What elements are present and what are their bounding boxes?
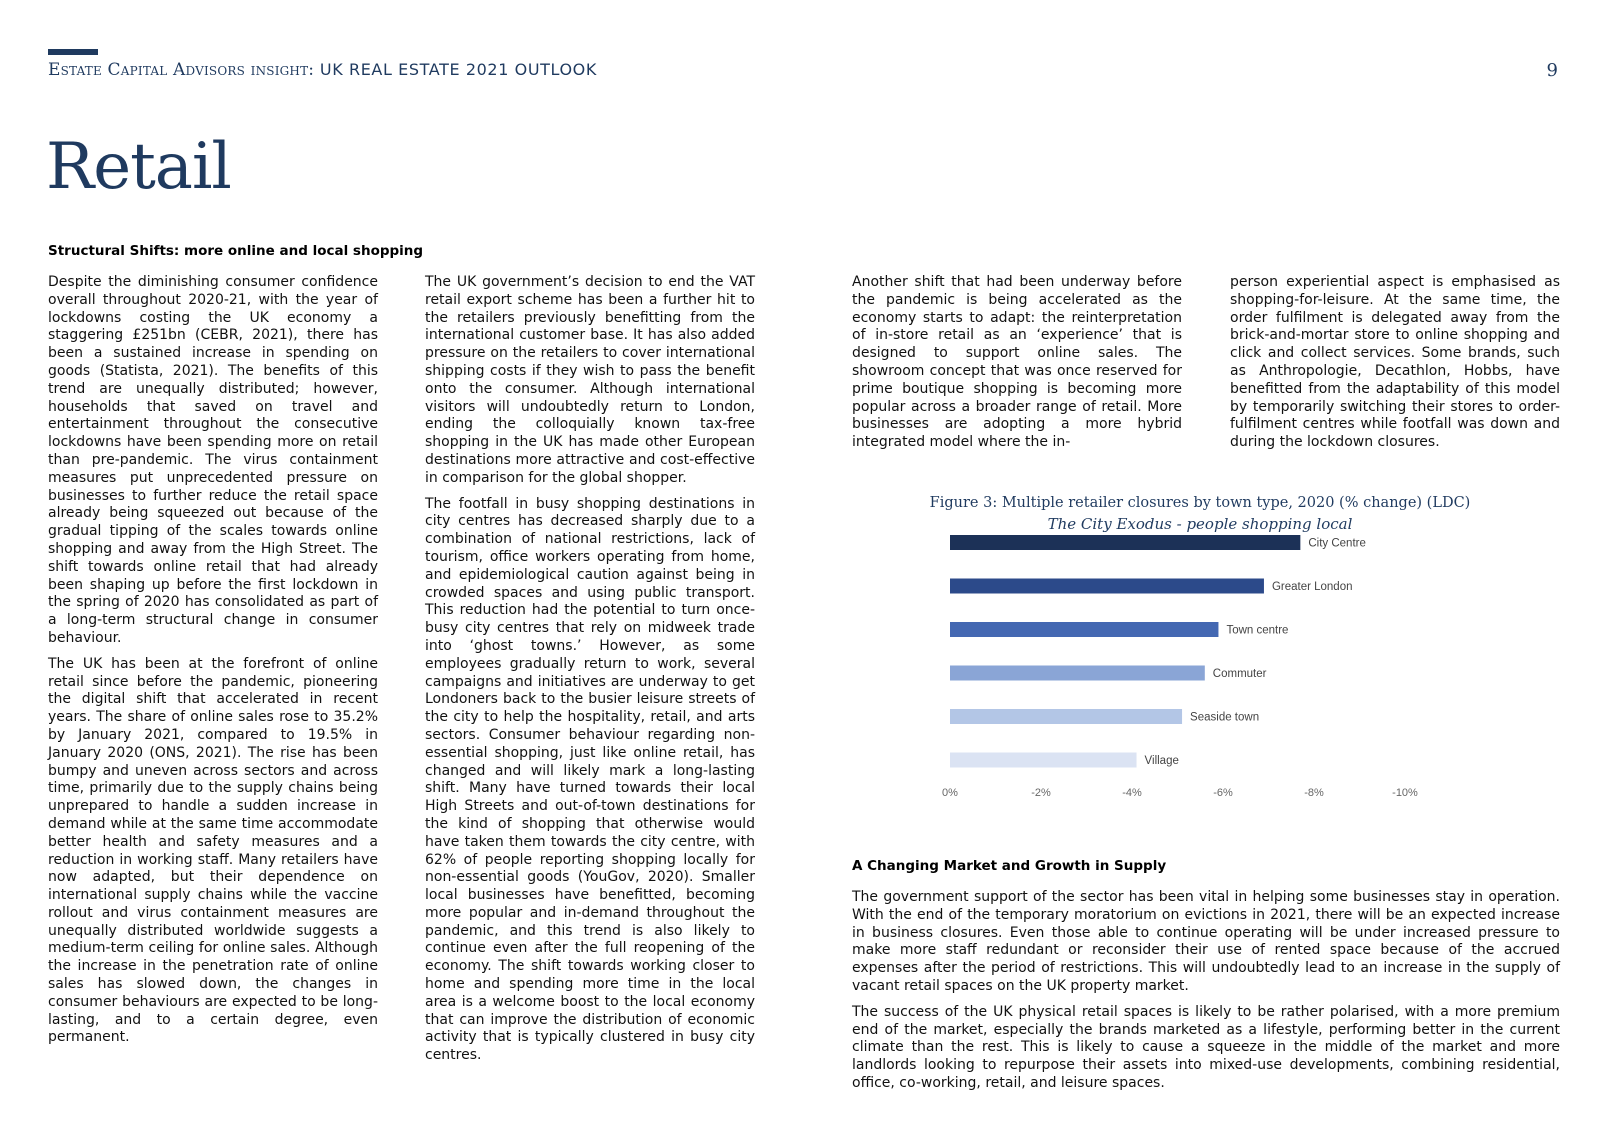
bar-label: Seaside town xyxy=(1190,711,1260,724)
header-brand: Estate Capital Advisors insight xyxy=(48,60,309,80)
text-column-1 xyxy=(48,274,378,1055)
paragraph: The UK government’s decision to end the VAT retail export scheme has been a further hit to the retailers previously benefitting from the international customer base. It has also added pressure on the retailers to cover international shipping costs if they wish to pass the benefit onto the consumer. Although international visitors will undoubtedly return to London, ending the colloquially known tax-free shopping in the UK has made other European destinations more attractive and cost-effective in comparison for the global shopper. xyxy=(425,274,755,486)
bar-label: Village xyxy=(1144,755,1179,767)
page-title: Retail xyxy=(46,130,231,204)
bar-label: Greater London xyxy=(1271,581,1353,593)
header-subtitle: UK REAL ESTATE 2021 OUTLOOK xyxy=(314,60,597,79)
paragraph: Despite the diminishing consumer confidence overall throughout 2020-21, with the year of lockdowns costing the UK economy a staggering £251bn (CEBR, 2021), there has been a sustained increase in spending on goods (Statista, 2021). The benefits of this trend are unequally distributed; however, households that saved on travel and entertainment throughout the consecutive lockdowns have been spending more on retail than pre-pandemic. The virus containment measures put unprecedented pressure on businesses to further reduce the retail space already being squeezed out because of the gradual tipping of the scales towards online shopping and away from the High Street. The shift towards online retail that had already been shaping up before the first lockdown in the spring of 2020 has consolidated as part of a long-term structural change in consumer behaviour. xyxy=(48,274,378,646)
header-colon: : xyxy=(308,60,315,80)
bar-label: Town centre xyxy=(1226,624,1289,637)
retail-closures-chart xyxy=(900,490,1540,820)
bar-label: Commuter xyxy=(1212,668,1267,680)
running-header xyxy=(48,60,597,80)
paragraph: The UK has been at the forefront of online retail since before the pandemic, pioneering the digital shift that accelerated in recent years. The share of online sales rose to 35.2% by January 2021, compared to 19.5% in January 2020 (ONS, 2021). The rise has been bumpy and uneven across sectors and across time, primarily due to the supply chains being unprepared to handle a sudden increase in demand while at the same time accommodate better health and safety measures and a reduction in working staff. Many retailers have now adapted, but their dependence on international supply chains while the vaccine rollout and virus containment measures are unequally distributed worldwide suggests a medium-term ceiling for online sales. Although the increase in the penetration rate of online sales has slowed down, the changes in consumer behaviours are expected to be long-lasting, and to a certain degree, even permanent. xyxy=(48,655,378,1046)
bar-label: City Centre xyxy=(1308,537,1366,550)
header-accent-bar xyxy=(48,49,98,55)
chart-subtitle: The City Exodus - people shopping local xyxy=(1047,515,1353,533)
paragraph: Another shift that had been underway before the pandemic is being accelerated as the economy starts to adapt: the reinterpretation of in-store retail as an ‘experience’ that is designed to support online sales. The showroom concept that was once reserved for prime boutique shopping is becoming more popular across a broader range of retail. More businesses are adopting a more hybrid integrated model where the in- xyxy=(852,274,1182,451)
x-tick-label: -2% xyxy=(1031,787,1051,799)
paragraph: The footfall in busy shopping destinations in city centres has decreased sharply due to a combination of national restrictions, lack of tourism, office workers operating from home, and epidemiological caution against being in crowded spaces and using public transport. This reduction had the potential to turn once-busy city centres that rely on midweek trade into ‘ghost towns.’ However, as some employees gradually return to work, several campaigns and initiatives are underway to get Londoners back to the busier leisure streets of the city to help the hospitality, retail, and arts sectors. Consumer behaviour regarding non-essential shopping, just like online retail, has changed and will likely mark a long-lasting shift. Many have turned towards their local High Streets and out-of-town destinations for the kind of shopping that otherwise would have taken them towards the city centre, with 62% of people reporting shopping locally for non-essential goods (YouGov, 2020). Smaller local businesses have benefitted, becoming more popular and in-demand throughout the pandemic, and this trend is also likely to continue even after the full reopening of the economy. The shift towards working closer to home and spending more time in the local area is a welcome boost to the local economy that can improve the distribution of economic activity that is typically clustered in busy city centres. xyxy=(425,495,755,1064)
bottom-text-block xyxy=(852,889,1560,1101)
x-tick-label: -10% xyxy=(1392,787,1418,799)
section-heading-changing-market: A Changing Market and Growth in Supply xyxy=(852,858,1167,874)
paragraph: The government support of the sector has been vital in helping some businesses stay in operation. With the end of the temporary moratorium on evictions in 2021, there will be an expected increase in business closures. Even those able to continue operating will be under increased pressure to make more staff redundant or reconsider their use of rented space because of the accrued expenses after the period of restrictions. This will undoubtedly lead to an increase in the supply of vacant retail spaces on the UK property market. xyxy=(852,889,1560,994)
paragraph: person experiential aspect is emphasised as shopping-for-leisure. At the same time, the order fulfilment is delegated away from the brick-and-mortar store to online shopping and click and collect services. Some brands, such as Anthropologie, Decathlon, Hobbs, have benefitted from the adaptability of this model by temporarily switching their stores to order-fulfilment centres while footfall was down and during the lockdown closures. xyxy=(1230,274,1560,451)
x-tick-label: 0% xyxy=(942,787,958,799)
bar-town-centre xyxy=(950,622,1218,637)
x-tick-label: -6% xyxy=(1213,787,1233,799)
bar-city-centre xyxy=(950,535,1300,550)
bar-commuter xyxy=(950,666,1205,681)
bar-village xyxy=(950,753,1137,768)
x-tick-label: -4% xyxy=(1122,787,1142,799)
page-number: 9 xyxy=(1546,60,1558,81)
bar-greater-london xyxy=(950,579,1264,594)
text-column-3 xyxy=(852,274,1182,460)
chart-title: Figure 3: Multiple retailer closures by town type, 2020 (% change) (LDC) xyxy=(929,495,1471,511)
chart-plot xyxy=(900,490,1540,820)
text-column-4 xyxy=(1230,274,1560,460)
bar-seaside-town xyxy=(950,709,1182,724)
paragraph: The success of the UK physical retail spaces is likely to be rather polarised, with a more premium end of the market, especially the brands marketed as a lifestyle, performing better in the current climate than the rest. This is likely to cause a squeeze in the middle of the market and more landlords looking to repurpose their assets into mixed-use developments, combining residential, office, co-working, retail, and leisure spaces. xyxy=(852,1003,1560,1091)
x-tick-label: -8% xyxy=(1304,787,1324,799)
section-heading-structural-shifts: Structural Shifts: more online and local shopping xyxy=(48,243,424,259)
text-column-2 xyxy=(425,274,755,1073)
